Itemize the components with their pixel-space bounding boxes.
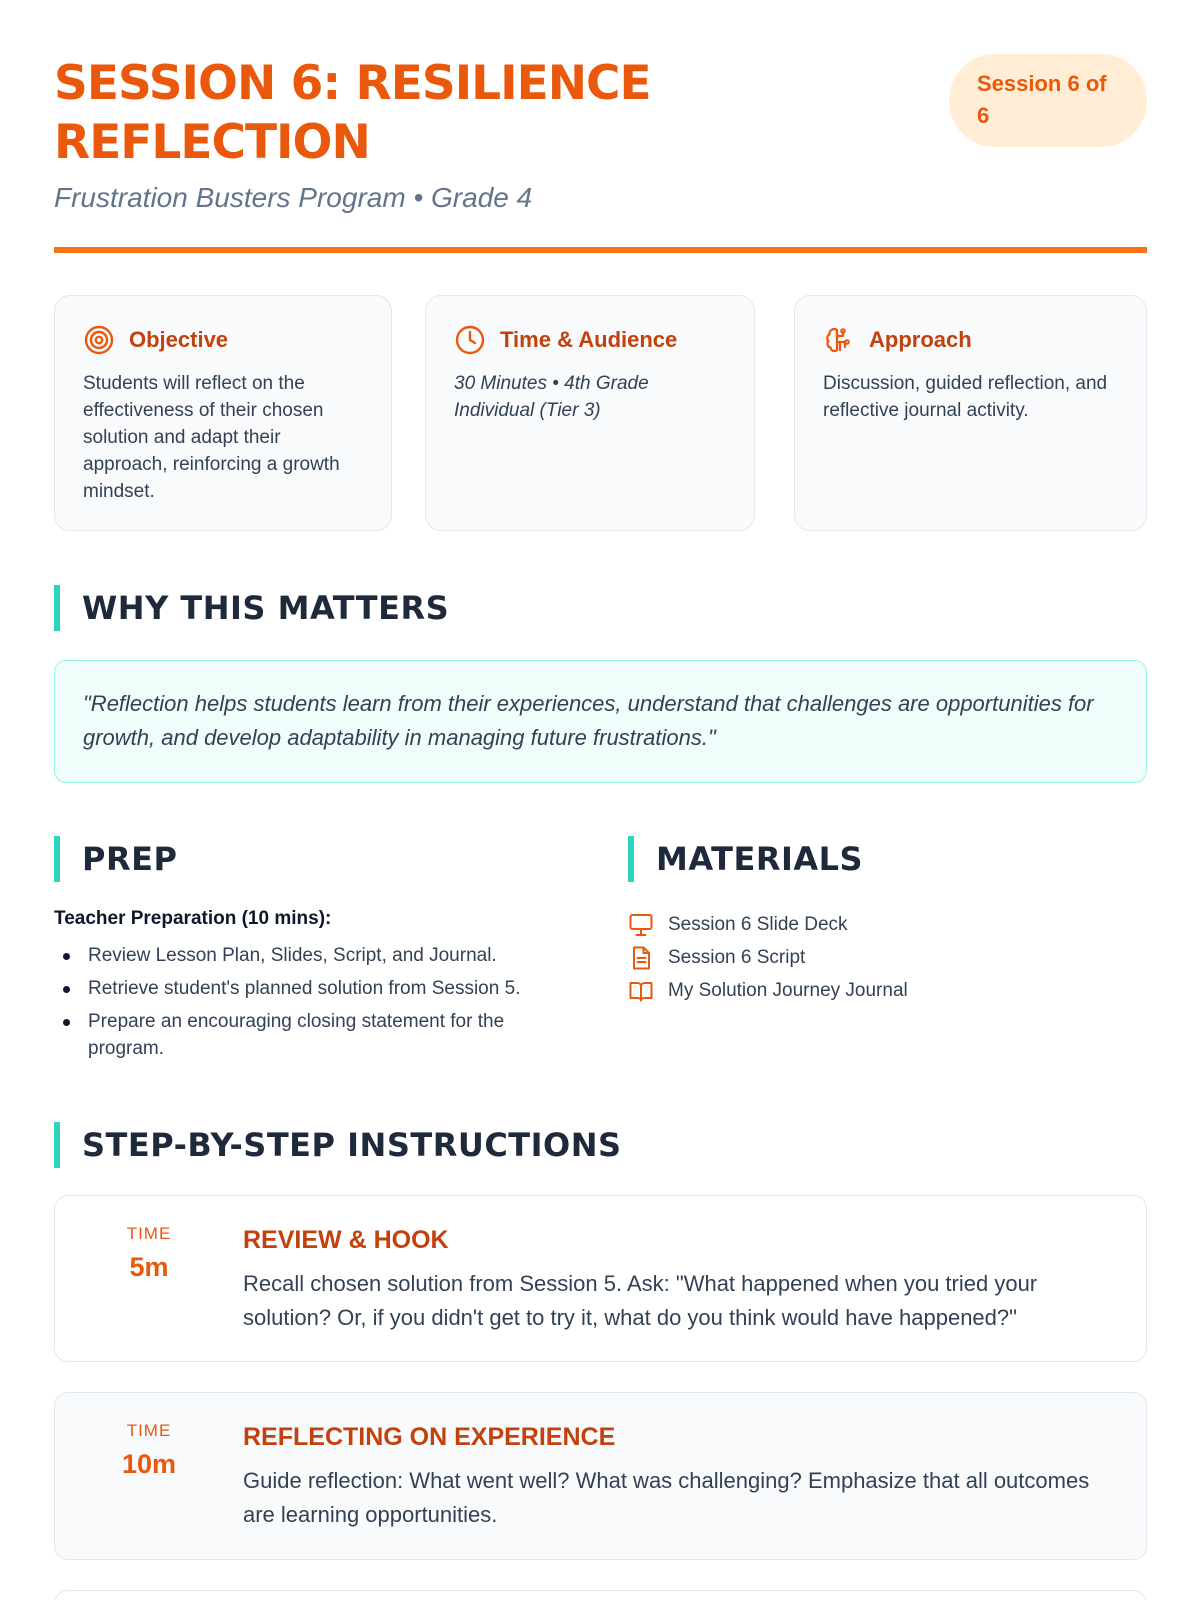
material-label: My Solution Journey Journal — [668, 979, 908, 1001]
time-audience-title: Time & Audience — [500, 327, 678, 352]
prep-heading: PREP — [54, 836, 177, 882]
step-text: Guide reflection: What went well? What was challenging? Emphasize that all outcomes are learning opportunities. — [243, 1468, 1090, 1527]
step-time-value: 10m — [121, 1449, 177, 1479]
materials-heading: MATERIALS — [628, 836, 863, 882]
page-title: SESSION 6: RESILIENCE REFLECTION — [54, 56, 651, 170]
time-audience-line2: Individual (Tier 3) — [454, 400, 601, 421]
objective-card — [54, 295, 392, 531]
material-script — [628, 941, 1148, 974]
step-title: REFLECTING ON EXPERIENCE — [243, 1423, 616, 1451]
materials-section — [628, 908, 1148, 1007]
session-badge: Session 6 of 6 — [949, 54, 1147, 147]
page-header — [54, 54, 1147, 254]
approach-text: Discussion, guided reflection, and reflective journal activity. — [823, 373, 1108, 421]
brain-icon — [823, 324, 855, 356]
step-card-next — [54, 1590, 1147, 1600]
step-body — [243, 1423, 1106, 1532]
prep-label: Teacher Preparation (10 mins): — [54, 908, 332, 929]
step-time-label: TIME — [126, 1421, 172, 1440]
material-journal — [628, 974, 1148, 1007]
objective-text: Students will reflect on the effectiveness of their chosen solution and adapt their approach, reinforcing a growth mindset. — [83, 373, 340, 502]
step-card-review-hook — [54, 1195, 1147, 1362]
prep-section — [54, 908, 574, 1068]
step-title: REVIEW & HOOK — [243, 1226, 449, 1254]
header-divider — [54, 247, 1147, 253]
book-icon — [628, 978, 654, 1004]
step-body — [243, 1226, 1106, 1335]
why-quote: "Reflection helps students learn from their experiences, understand that challenges are opportunities for growth, and develop adaptability in managing future frustrations." — [54, 660, 1147, 783]
prep-list — [54, 942, 574, 1062]
page-subtitle: Frustration Busters Program • Grade 4 — [54, 182, 533, 213]
list-item: Retrieve student's planned solution from Session 5. — [54, 975, 574, 1002]
material-slide-deck — [628, 908, 1148, 941]
step-time-value: 5m — [129, 1252, 169, 1282]
approach-title: Approach — [869, 327, 972, 352]
material-label: Session 6 Slide Deck — [668, 913, 848, 935]
time-audience-card — [425, 295, 755, 531]
presentation-icon — [628, 912, 654, 938]
step-text: Recall chosen solution from Session 5. Ask: "What happened when you tried your solution? Or, if you didn't get to try it, what do you think would have happened?" — [243, 1271, 1038, 1330]
step-time — [55, 1224, 243, 1283]
step-time-label: TIME — [126, 1224, 172, 1243]
clock-icon — [454, 324, 486, 356]
material-label: Session 6 Script — [668, 946, 806, 968]
target-icon — [83, 324, 115, 356]
document-icon — [628, 945, 654, 971]
why-heading: WHY THIS MATTERS — [54, 585, 449, 631]
step-time — [55, 1421, 243, 1480]
step-card-reflecting — [54, 1392, 1147, 1560]
objective-title: Objective — [129, 327, 229, 352]
list-item: Review Lesson Plan, Slides, Script, and Journal. — [54, 942, 574, 969]
list-item: Prepare an encouraging closing statement for the program. — [54, 1008, 574, 1062]
approach-card — [794, 295, 1147, 531]
summary-cards — [54, 295, 1147, 532]
time-audience-line1: 30 Minutes • 4th Grade — [454, 373, 649, 394]
instructions-heading: STEP-BY-STEP INSTRUCTIONS — [54, 1122, 622, 1168]
